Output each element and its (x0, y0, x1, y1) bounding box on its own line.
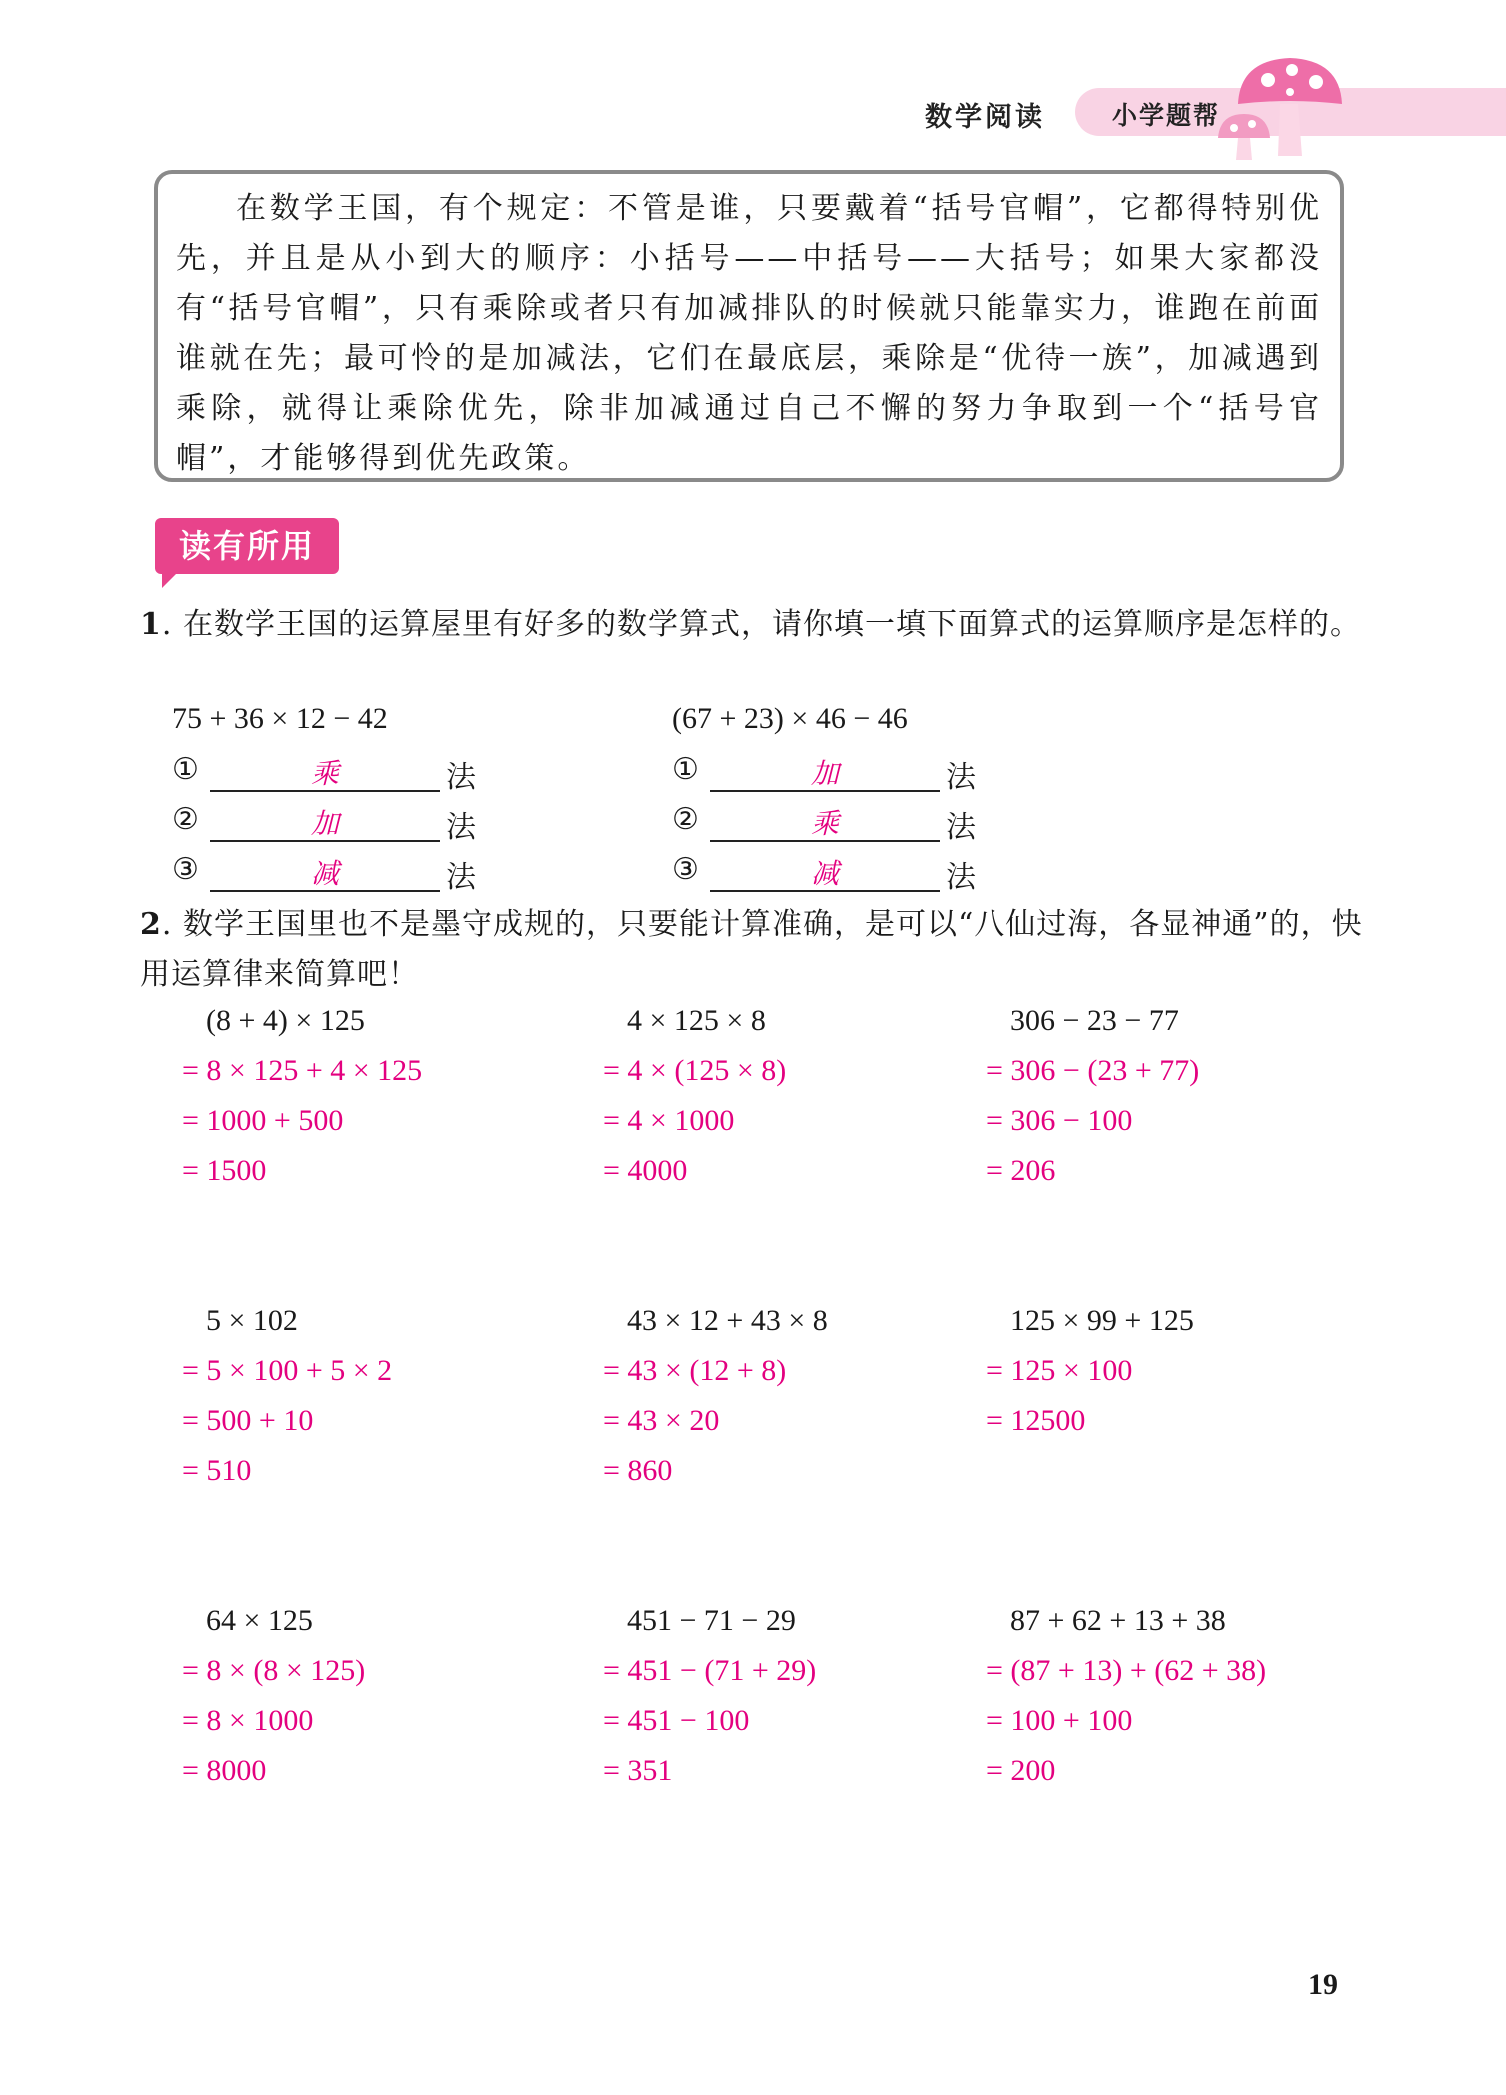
solution-step: = 8 × (8 × 125) (182, 1654, 366, 1687)
q1-right-row-3 (672, 852, 992, 902)
problem-expression: (8 + 4) × 125 (206, 1004, 365, 1037)
problem-expression: 451 − 71 − 29 (627, 1604, 796, 1637)
circle-number: ② (172, 802, 199, 837)
solution-step: = 8000 (182, 1754, 267, 1787)
answer-text: 乘 (310, 757, 339, 790)
problem-expression: 64 × 125 (206, 1604, 313, 1637)
circle-number: ③ (172, 852, 199, 887)
problem-expression: 5 × 102 (206, 1304, 298, 1337)
problem-7 (182, 1604, 366, 1804)
problem-6 (986, 1304, 1194, 1454)
suffix-text: 法 (946, 860, 976, 895)
solution-step: = 4 × 1000 (603, 1104, 735, 1137)
solution-step: = 43 × (12 + 8) (603, 1354, 787, 1387)
q1-right-row-2 (672, 802, 992, 852)
suffix-text: 法 (946, 760, 976, 795)
solution-step: = 1000 + 500 (182, 1104, 344, 1137)
problem-3 (986, 1004, 1200, 1204)
q1-left-row-2 (172, 802, 492, 852)
solution-step: = 510 (182, 1454, 252, 1487)
problem-2 (603, 1004, 787, 1204)
solution-step: = 8 × 125 + 4 × 125 (182, 1054, 423, 1087)
solution-step: = 451 − 100 (603, 1704, 750, 1737)
problem-expression: 306 − 23 − 77 (1010, 1004, 1179, 1037)
problem-expression: 125 × 99 + 125 (1010, 1304, 1194, 1337)
suffix-text: 法 (946, 810, 976, 845)
question-1-text: . 在数学王国的运算屋里有好多的数学算式，请你填一填下面算式的运算顺序是怎样的。 (161, 607, 1361, 642)
solution-step: = 306 − (23 + 77) (986, 1054, 1200, 1087)
solution-step: = 12500 (986, 1404, 1086, 1437)
question-2-number: 2 (140, 907, 162, 942)
suffix-text: 法 (446, 860, 476, 895)
solution-step: = 351 (603, 1754, 673, 1787)
circle-number: ① (672, 752, 699, 787)
answer-text: 加 (810, 757, 839, 790)
answer-text: 减 (810, 857, 839, 890)
suffix-text: 法 (446, 810, 476, 845)
question-2-text: . 数学王国里也不是墨守成规的，只要能计算准确，是可以“八仙过海，各显神通”的，快用运算律来简算吧！ (140, 907, 1363, 992)
solution-step: = 125 × 100 (986, 1354, 1133, 1387)
section-tag: 读有所用 (155, 518, 339, 574)
q1-right-expression: (67 + 23) × 46 − 46 (672, 702, 908, 735)
question-2 (140, 900, 1370, 1000)
q1-left-row-1 (172, 752, 492, 802)
problem-expression: 4 × 125 × 8 (627, 1004, 766, 1037)
problem-8 (603, 1604, 817, 1804)
circle-number: ② (672, 802, 699, 837)
story-box (154, 170, 1344, 482)
q1-left-expression: 75 + 36 × 12 − 42 (172, 702, 388, 735)
solution-step: = 4 × (125 × 8) (603, 1054, 787, 1087)
q1-right-row-1 (672, 752, 992, 802)
circle-number: ① (172, 752, 199, 787)
mushroom-icon (1218, 52, 1358, 162)
solution-step: = 206 (986, 1154, 1056, 1187)
page-number: 19 (1308, 1968, 1338, 2001)
problem-9 (986, 1604, 1267, 1804)
solution-step: = 500 + 10 (182, 1404, 314, 1437)
solution-step: = 451 − (71 + 29) (603, 1654, 817, 1687)
problem-expression: 87 + 62 + 13 + 38 (1010, 1604, 1226, 1637)
solution-step: = 1500 (182, 1154, 267, 1187)
section-title: 数学阅读 (925, 102, 1045, 133)
q1-left-row-3 (172, 852, 492, 902)
solution-step: = 306 − 100 (986, 1104, 1133, 1137)
solution-step: = (87 + 13) + (62 + 38) (986, 1654, 1267, 1687)
answer-text: 减 (310, 857, 339, 890)
solution-step: = 860 (603, 1454, 673, 1487)
problem-5 (603, 1304, 828, 1504)
answer-text: 加 (310, 807, 339, 840)
story-text: 在数学王国，有个规定：不管是谁，只要戴着“括号官帽”，它都得特别优先，并且是从小到大的顺序：小括号——中括号——大括号；如果大家都没有“括号官帽”，只有乘除或者只有加减排队的时候就只能靠实力，谁跑在前面谁就在先；最可怜的是加减法，它们在最底层，乘除是“优待一族”，加减遇到乘除，就得让乘除优先，除非加减通过自己不懈的努力争取到一个“括号官帽”，才能够得到优先政策。 (176, 191, 1322, 476)
problem-1 (182, 1004, 423, 1204)
solution-step: = 8 × 1000 (182, 1704, 314, 1737)
answer-text: 乘 (810, 807, 839, 840)
brand-label: 小学题帮 (1112, 101, 1221, 130)
circle-number: ③ (672, 852, 699, 887)
solution-step: = 200 (986, 1754, 1056, 1787)
solution-step: = 5 × 100 + 5 × 2 (182, 1354, 393, 1387)
tag-tail (162, 572, 178, 588)
question-1 (140, 600, 1370, 650)
suffix-text: 法 (446, 760, 476, 795)
solution-step: = 4000 (603, 1154, 688, 1187)
solution-step: = 100 + 100 (986, 1704, 1133, 1737)
problem-expression: 43 × 12 + 43 × 8 (627, 1304, 828, 1337)
problem-4 (182, 1304, 393, 1504)
question-1-number: 1 (140, 607, 162, 642)
solution-step: = 43 × 20 (603, 1404, 720, 1437)
